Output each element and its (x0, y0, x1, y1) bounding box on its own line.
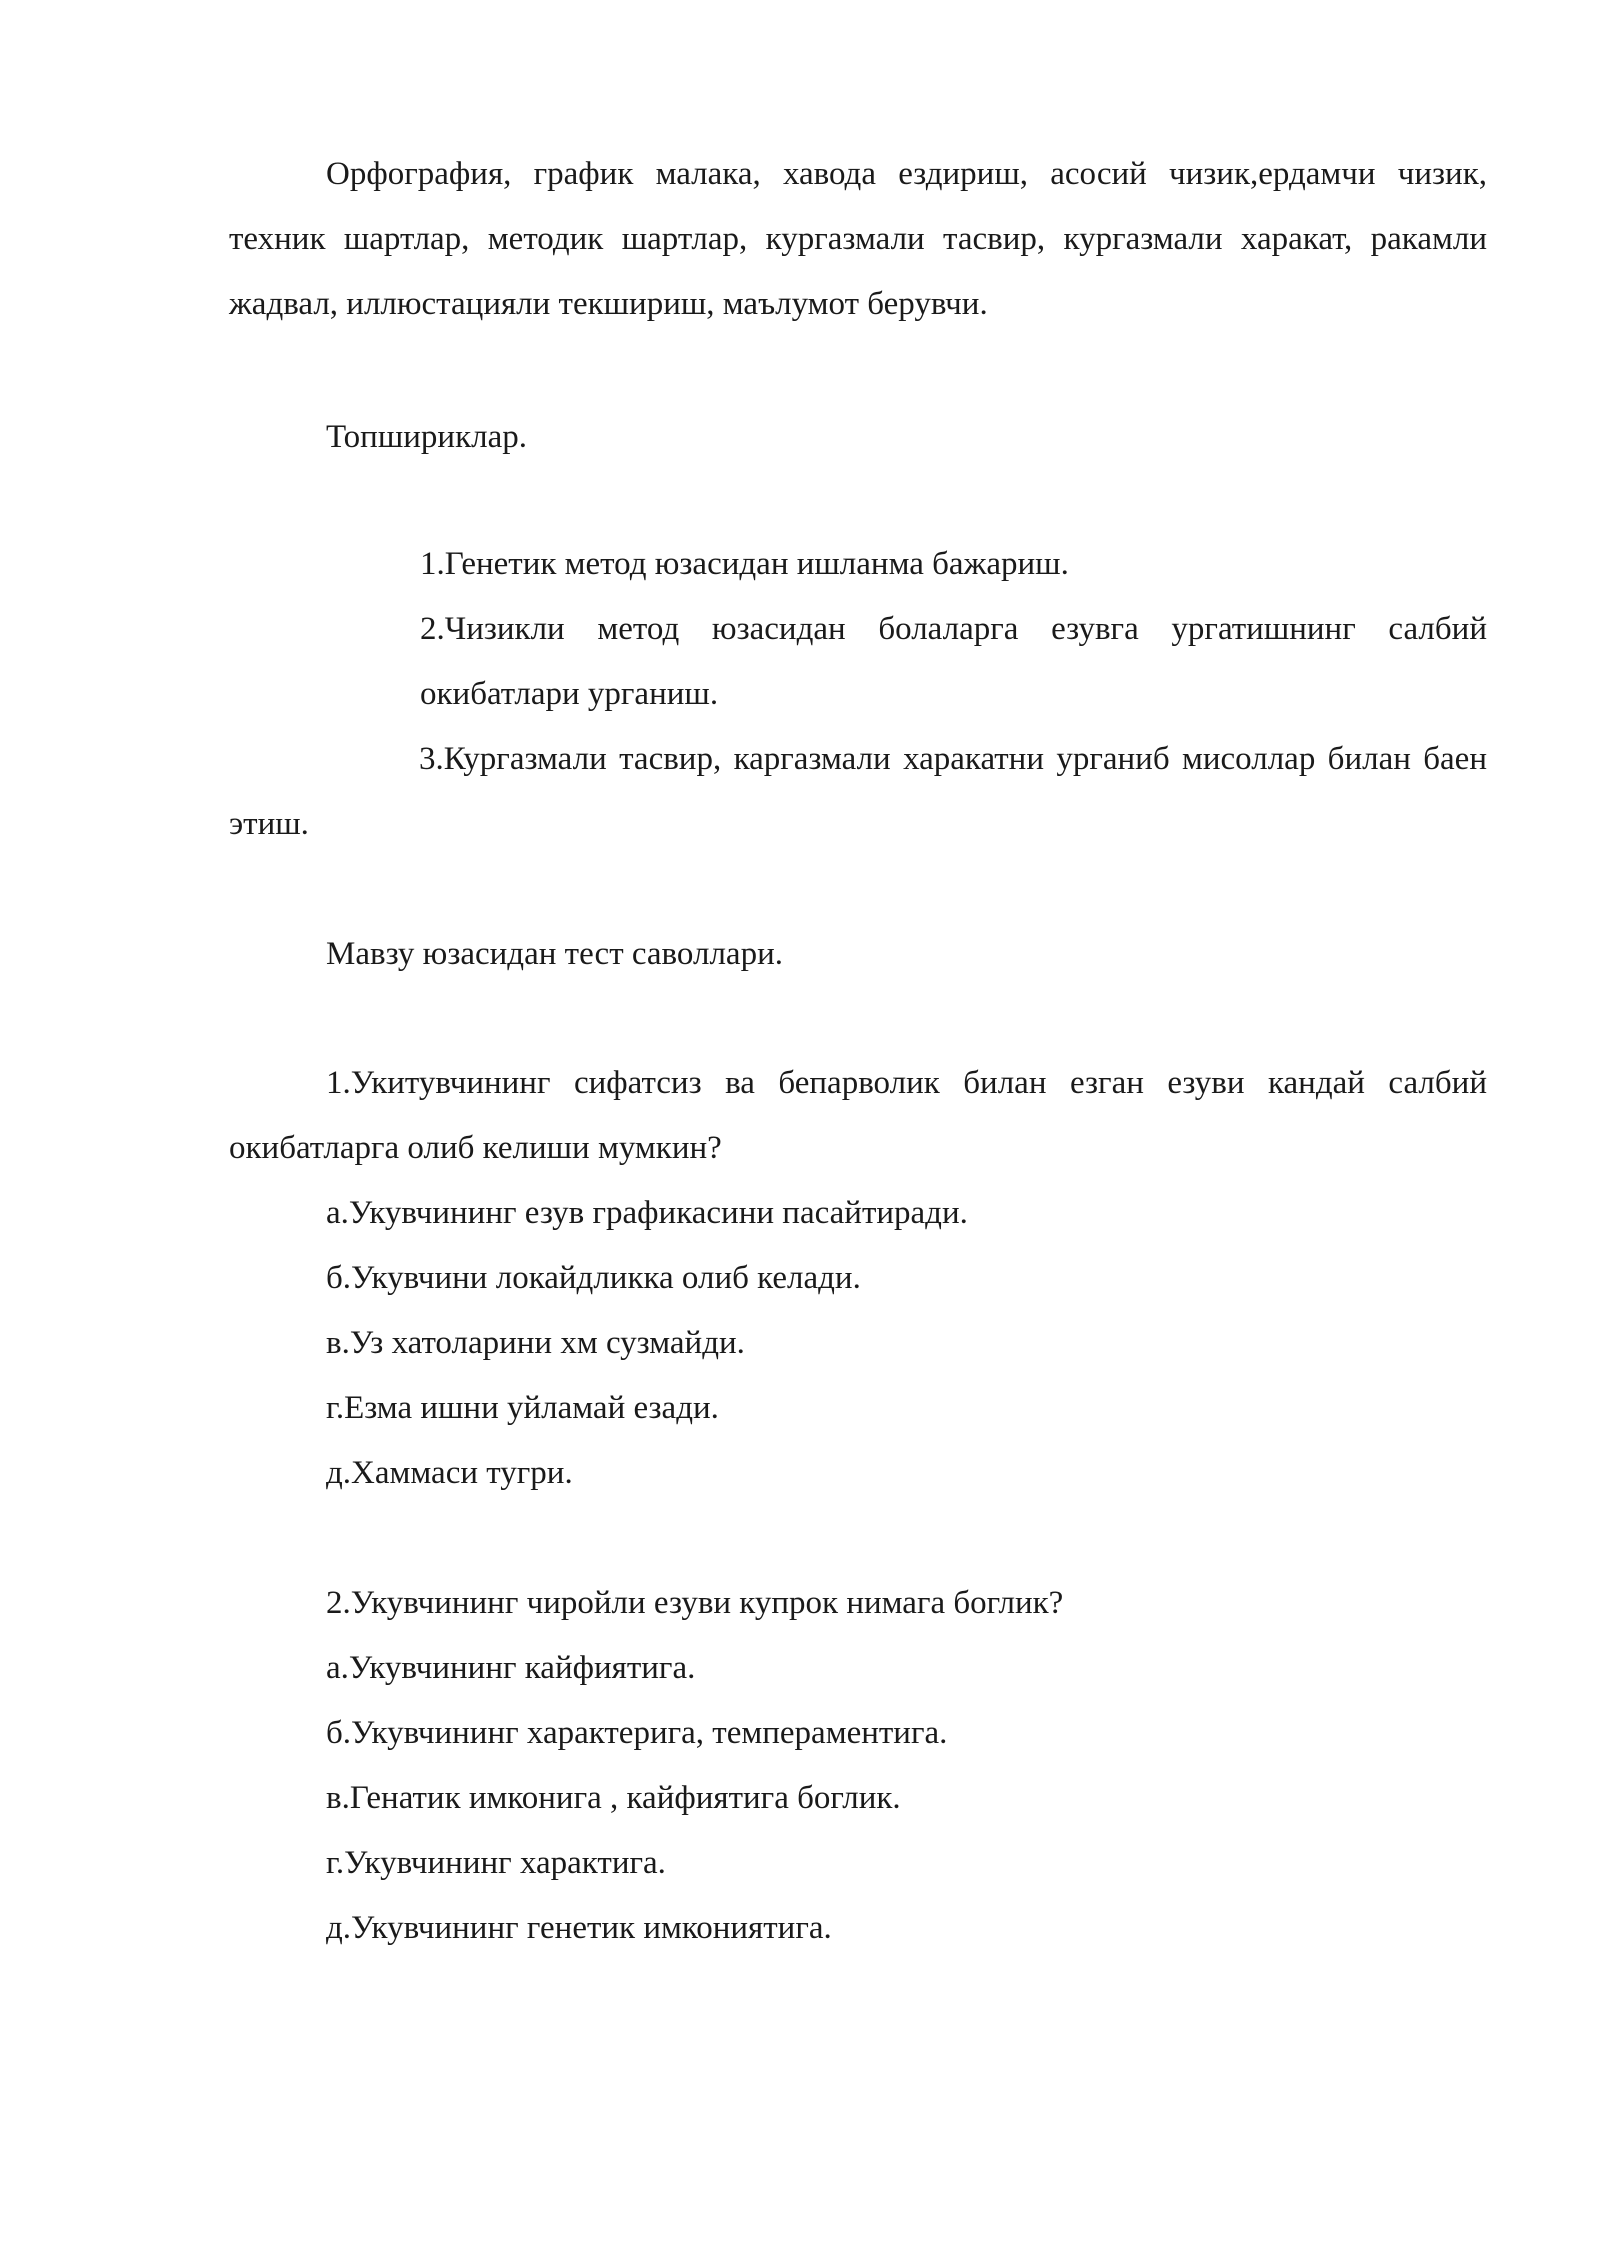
question-2-option-d: д.Укувчининг генетик имкониятига. (326, 1910, 832, 1946)
test-heading: Мавзу юзасидан тест саволлари. (326, 936, 783, 972)
tasks-heading: Топшириклар. (326, 419, 527, 455)
question-1-option-g: г.Езма ишни уйламай езади. (326, 1390, 719, 1426)
question-1-option-d: д.Хаммаси тугри. (326, 1455, 573, 1491)
question-2-option-b: б.Укувчининг характерига, темпераментига. (326, 1715, 948, 1751)
question-2: 2.Укувчининг чиройли езуви купрок нимага боглик? (326, 1585, 1064, 1621)
question-2-option-v: в.Генатик имконига , кайфиятига боглик. (326, 1780, 901, 1816)
task-item-3: 3.Кургазмали тасвир, каргазмали харакатни урганиб мисоллар билан баен этиш. (229, 741, 1487, 842)
task-item-1: 1.Генетик метод юзасидан ишланма бажариш. (420, 546, 1069, 582)
question-1-option-v: в.Уз хатоларини хм сузмайди. (326, 1325, 745, 1361)
question-2-option-a: а.Укувчининг кайфиятига. (326, 1650, 696, 1686)
question-1: 1.Укитувчининг сифатсиз ва бепарволик билан езган езуви кандай салбий окибатларга олиб келиши мумкин? (229, 1065, 1487, 1166)
task-item-2: 2.Чизикли метод юзасидан болаларга езувга ургатишнинг салбий окибатлари урганиш. (420, 611, 1487, 712)
question-1-option-b: б.Укувчини локайдликка олиб келади. (326, 1260, 861, 1296)
terms-paragraph: Орфография, график малака, хавода ездириш, асосий чизик,ердамчи чизик, техник шартлар, методик шартлар, кургазмали тасвир, кургазмали харакат, ракамли жадвал, иллюстацияли текшириш, маълумот берувчи. (229, 156, 1487, 322)
question-1-option-a: а.Укувчининг езув графикасини пасайтиради. (326, 1195, 968, 1231)
question-2-option-g: г.Укувчининг характига. (326, 1845, 666, 1881)
